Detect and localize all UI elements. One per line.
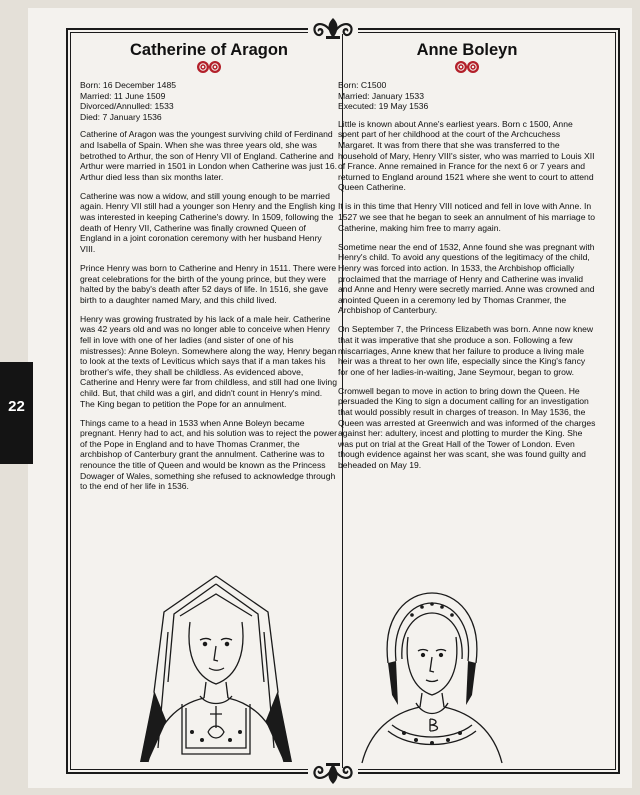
right-paragraph: Cromwell began to move in action to bring down the Queen. He persuaded the King to sign a document calling for an investigation that would possibly result in charges of treason. In May 1536, the Queen was arrested at Greenwich and was informed of the charges against her: adultery, incest and plotting to murder the King. She was put on trial at the Great Hall of the Tower of London. Even though evidence against her was scant, she was found guilty and beheaded on May 19. [338,385,596,470]
right-paragraph: It is in this time that Henry VIII noticed and fell in love with Anne. In 1527 we see that he began to seek an annulment of his marriage to Catherine, making him free to marry again. [338,201,596,233]
vital-died: Died: 7 January 1536 [80,111,162,122]
left-paragraph: Catherine was now a widow, and still young enough to be married again. Henry VII still had a younger son Henry and the English king was interested in keeping Catherine's dowry. In 1509, following the death of Henry VII, Catherine was finally crowned Queen of England in a joint coronation ceremony with her husband Henry VIII. [80,190,336,254]
page-number: 22 [8,398,25,415]
fleur-ornament-icon [308,16,358,42]
anne-portrait [352,585,512,765]
right-vitals [338,80,596,112]
left-paragraph: Henry was growing frustrated by his lack of a male heir. Catherine was 42 years old and was no longer able to conceive when Henry fell in love with one of her ladies (and sister of one of his mistresses): Anne Boleyn. Somewhere along the way, Henry began to look at the texts of Leviticus which says that if a man takes his brother's wife, they shall be childless. As evidenced above, Catherine and Henry were far from childless, and still had one living child. But, that child was a girl, and didn't count in Henry's mind. The King began to petition the Pope for an annulment. [80,313,337,409]
tudor-rose-icon [80,60,338,74]
left-vitals [80,80,338,122]
left-column [80,40,338,500]
vital-married: Married: January 1533 [338,90,424,101]
vital-married: Married: 11 June 1509 [80,90,166,101]
right-paragraph: Little is known about Anne's earliest years. Born c 1500, Anne spent part of her childhood at the court of the Archcuchess Margaret. It was from there that she was transferred to the household of Mary, Henry VIII's sister, who was married to Louis XII of France. Anne remained in France for the next 6 or 7 years and returned to England around 1521 where she went to court to attend Queen Catherine. [338,118,595,193]
left-paragraph: Catherine of Aragon was the youngest surviving child of Ferdinand and Isabella of Spain. When she was three years old, she was betrothed to Arthur, the son of Henry VII of England. Catherine and Arthur were married in 1501 in London when Catherine was just 16. Arthur died less than six months later. [80,129,338,182]
right-paragraph: On September 7, the Princess Elizabeth was born. Anne now knew that it was imperative that she produce a son. Following a few miscarriages, Anne knew that her failure to produce a living male heir was a threat to her own life, especially since the King's fancy for one of her ladies-in-waiting, Jane Seymour, began to grow. [338,324,594,377]
fleur-ornament-icon [308,760,358,786]
vital-executed: Executed: 19 May 1536 [338,101,429,112]
vital-born: Born: C1500 [338,80,387,90]
right-column [338,40,596,479]
left-paragraph: Prince Henry was born to Catherine and Henry in 1511. There were great celebrations for the birth of the young prince, but they were halted by the baby's death after 52 days of life. In 1516, she gave birth to a daughter named Mary, and this child lived. [80,262,337,305]
catherine-portrait [128,572,304,764]
left-paragraph: Things came to a head in 1533 when Anne Boleyn became pregnant. Henry had to act, and his solution was to reject the power of the Pope in England and to have Thomas Cranmer, the archbishop of Canterbury grant the annulment. Catherine was to renounce the title of Queen and would be known as the Princess Dowager of Wales, something she refused to acknowledge through to the end of her life in 1536. [80,417,338,492]
right-paragraph: Sometime near the end of 1532, Anne found she was pregnant with Henry's child. To avoid any questions of the legitimacy of the child, Henry was forced into action. In 1533, the Archbishop officially proclaimed that the marriage of Henry and Catherine was invalid and Anne and Henry were secretly married. Anne was crowned and anointed Queen in a ceremony led by Thomas Cranmer, the Archbishop of Canterbury. [338,241,595,316]
vital-divorced: Divorced/Annulled: 1533 [80,101,174,112]
right-title: Anne Boleyn [416,41,518,59]
vital-born: Born: 16 December 1485 [80,80,177,90]
tudor-rose-icon [338,60,596,74]
left-title: Catherine of Aragon [130,41,288,59]
